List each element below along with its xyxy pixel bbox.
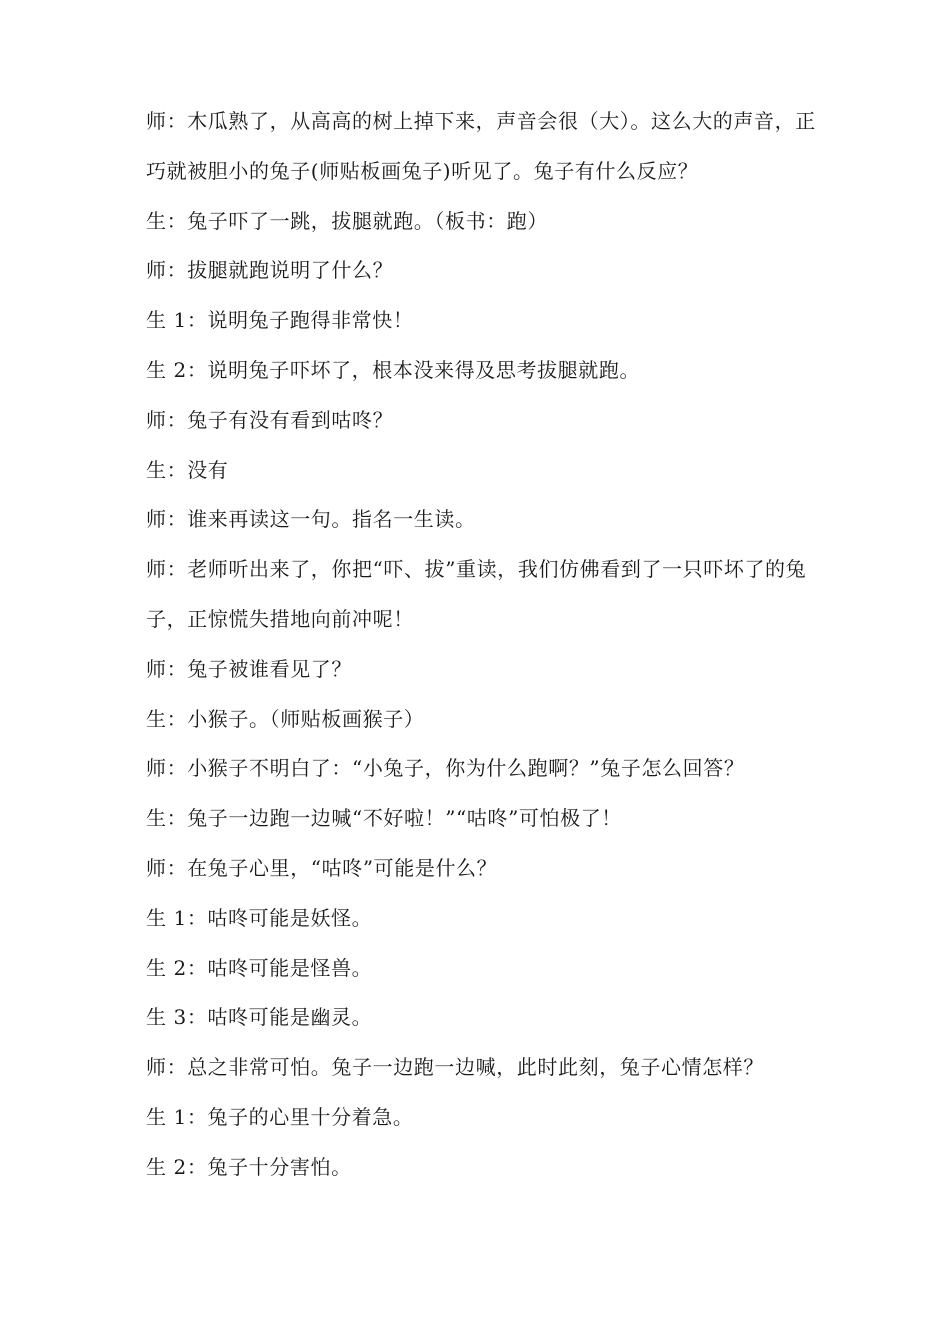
paragraph: 师：老师听出来了，你把“吓、拔”重读，我们仿佛看到了一只吓坏了的兔子，正惊慌失措地向前冲呢！ [146,557,807,631]
paragraph: 师：兔子有没有看到咕咚？ [146,407,394,432]
paragraph: 生：没有 [146,457,229,482]
paragraph: 生：兔子一边跑一边喊“不好啦！”“咕咚”可怕极了！ [146,806,622,831]
paragraph: 师：在兔子心里，“咕咚”可能是什么？ [146,855,498,880]
paragraph: 生 3：咕咚可能是幽灵。 [146,1005,373,1030]
paragraph: 生 2：说明兔子吓坏了，根本没来得及思考拔腿就跑。 [146,357,641,382]
paragraph: 师：木瓜熟了，从高高的树上掉下来，声音会很（大）。这么大的声音，正巧就被胆小的兔子(师贴板画兔子)听见了。兔子有什么反应？ [146,109,816,183]
paragraph: 生 1：咕咚可能是妖怪。 [146,905,373,930]
paragraph: 师：谁来再读这一句。指名一生读。 [146,507,476,532]
paragraph: 生 2：咕咚可能是怪兽。 [146,955,373,980]
paragraph: 师：总之非常可怕。兔子一边跑一边喊，此时此刻，兔子心情怎样？ [146,1055,764,1080]
paragraph: 生 1：说明兔子跑得非常快！ [146,308,414,333]
paragraph: 师：小猴子不明白了：“小兔子，你为什么跑啊？”兔子怎么回答？ [146,756,745,781]
paragraph: 师：拔腿就跑说明了什么？ [146,258,394,283]
document-body [146,97,836,1193]
paragraph: 生：小猴子。（师贴板画猴子） [146,706,425,731]
paragraph: 生 1：兔子的心里十分着急。 [146,1104,414,1129]
paragraph: 师：兔子被谁看见了？ [146,656,352,681]
paragraph: 生 2：兔子十分害怕。 [146,1154,352,1179]
paragraph: 生：兔子吓了一跳，拔腿就跑。（板书：跑） [146,208,548,233]
